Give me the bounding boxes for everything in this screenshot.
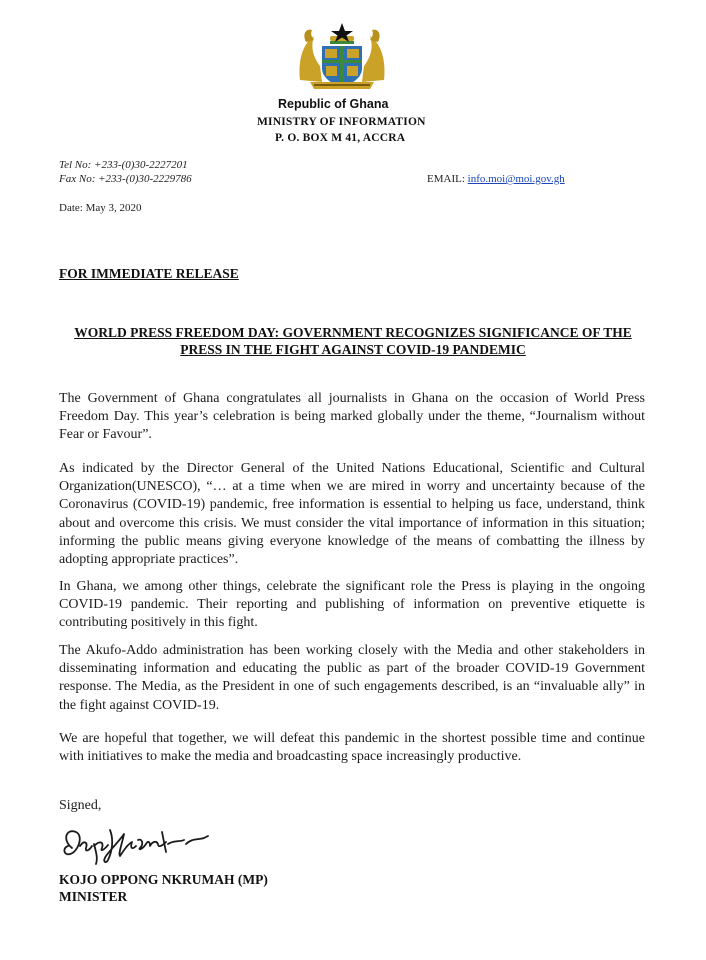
immediate-release-label: FOR IMMEDIATE RELEASE: [59, 266, 239, 281]
country-name: Republic of Ghana: [278, 97, 389, 111]
signer-name: KOJO OPPONG NKRUMAH (MP): [59, 872, 268, 887]
fax-number: Fax No: +233-(0)30-2229786: [59, 173, 192, 185]
email-label: EMAIL:: [427, 173, 468, 185]
email-link[interactable]: info.moi@moi.gov.gh: [467, 173, 565, 185]
ministry-name: MINISTRY OF INFORMATION: [257, 116, 426, 128]
postal-address: P. O. BOX M 41, ACCRA: [275, 132, 406, 144]
paragraph-press-role: In Ghana, we among other things, celebrate the significant role the Press is playing in the ongoing COVID-19 pandemic. Their reporting and publishing of information on preventive etiquette is contributing positively in this fight.: [59, 579, 645, 631]
email-line: [427, 173, 565, 185]
paragraph-media-partnership: The Akufo-Addo administration has been working closely with the Media and other stakeholders in disseminating information and educating the public as part of the broader COVID-19 Government response. The Media, as the President in one of such engagements described, is an “invaluable ally” in the fight against COVID-19.: [59, 643, 645, 713]
coat-of-arms-icon: [292, 22, 392, 90]
paragraph-closing-hope: We are hopeful that together, we will defeat this pandemic in the shortest possible time and continue with initiatives to make the media and broadcasting space increasingly productive.: [59, 731, 645, 765]
signer-title: MINISTER: [59, 889, 128, 904]
signature-icon: [58, 818, 218, 870]
paragraph-congratulations: The Government of Ghana congratulates all journalists in Ghana on the occasion of World Press Freedom Day. This year’s celebration is being marked globally under the theme, “Journalism without Fear or Favour”.: [59, 391, 645, 443]
telephone-number: Tel No: +233-(0)30-2227201: [59, 159, 188, 171]
paragraph-unesco-quote: As indicated by the Director General of the United Nations Educational, Scientific and Cultural Organization(UNESCO), “… at a time when we are mired in worry and uncertainty because of the Coronavirus (COVID-19) pandemic, free information is essential to helping us face, understand, think about and overcome this crisis. We must consider the vital importance of information in this situation; informing the public means giving everyone knowledge of the means of combatting the illness by adopting appropriate practices”.: [59, 461, 645, 568]
signed-label: Signed,: [59, 798, 102, 813]
press-release-headline: WORLD PRESS FREEDOM DAY: GOVERNMENT RECOGNIZES SIGNIFICANCE OF THE PRESS IN THE FIGHT AGAINST COVID-19 PANDEMIC: [74, 325, 632, 357]
release-date: Date: May 3, 2020: [59, 202, 142, 214]
